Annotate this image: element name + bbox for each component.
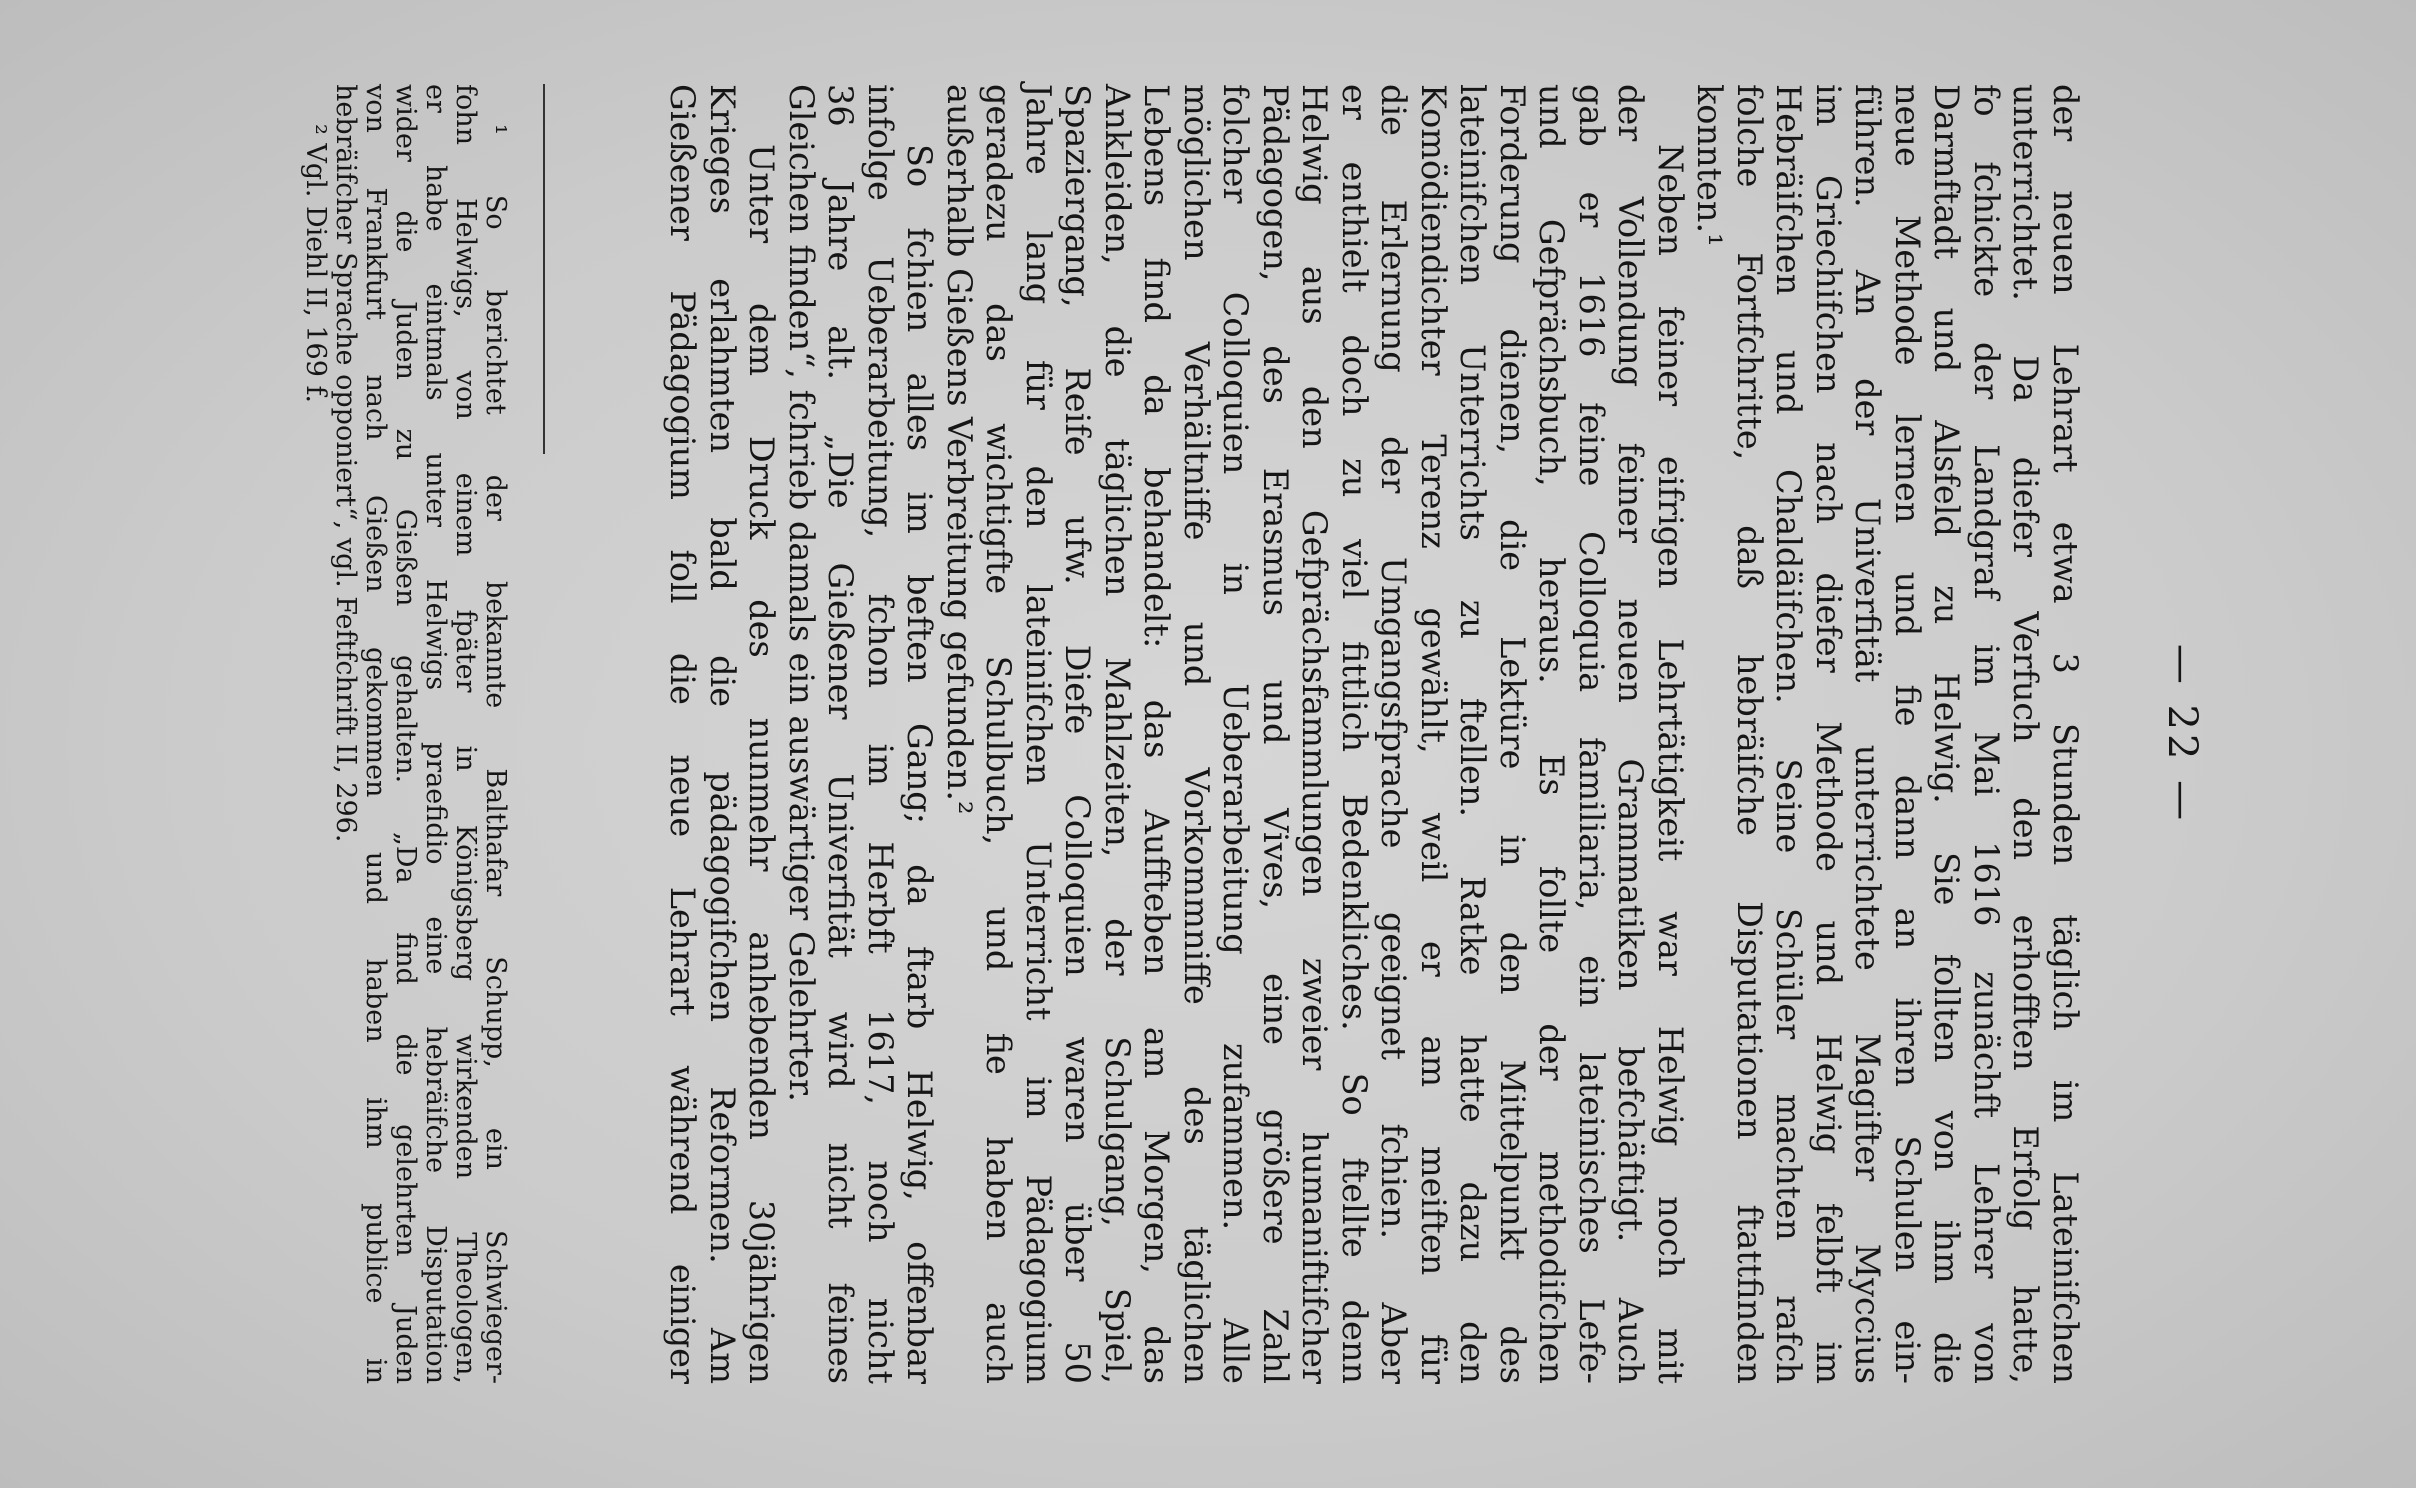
footnote-rule — [543, 84, 545, 454]
text-line: Pädagogen, des Erasmus und Vives, eine größere Zahl — [1256, 84, 1295, 1384]
text-line: möglichen Verhältniffe und Vorkommniffe des täglichen — [1177, 84, 1216, 1384]
text-line: er enthielt doch zu viel fittlich Bedenkliches. So ftellte denn — [1335, 84, 1374, 1384]
footnote-1 — [330, 84, 510, 1384]
text-line: außerhalb Gießens Verbreitung gefunden.² — [940, 84, 979, 815]
text-line: Spaziergang, Reife ufw. Diefe Colloquien waren über 50 — [1058, 84, 1098, 1384]
text-line: Darmftadt und Alsfeld zu Helwig. Sie follten von ihm die — [1927, 84, 1967, 1384]
text-line: Helwig aus den Gefprächsfammlungen zweier humaniftifcher — [1295, 84, 1335, 1384]
text-line: Krieges erlahmten bald die pädagogifchen Reformen. Am — [703, 84, 742, 1384]
footnote-line: hebräifcher Sprache opponiert“, vgl. Feftfchrift II, 296. — [330, 84, 361, 843]
text-line: Hebräifchen und Chaldäifchen. Seine Schüler machten rafch — [1769, 84, 1809, 1384]
footnotes — [300, 84, 510, 1384]
rotated-page-content — [215, 84, 2205, 1384]
text-line: gab er 1616 feine Colloquia familiaria, ein lateinisches Lefe- — [1572, 84, 1611, 1384]
text-line: führen. An der Univerfität unterrichtete Magifter Myccius — [1848, 84, 1888, 1384]
paragraph-3 — [782, 84, 940, 1384]
text-line: So fchien alles im beften Gang; da ftarb Helwig, offenbar — [900, 144, 940, 1384]
footnote-2 — [300, 84, 330, 1384]
text-line: im Griechifchen nach diefer Methode und Helwig felbft im — [1809, 84, 1848, 1384]
text-line: folcher Colloquien in Ueberarbeitung zufammen. Alle — [1216, 84, 1256, 1384]
paragraph-2 — [940, 84, 1691, 1384]
text-line: der Vollendung feiner neuen Grammatiken befchäftigt. Auch — [1611, 84, 1651, 1384]
text-line: der neuen Lehrart etwa 3 Stunden täglich im Lateinifchen — [2046, 84, 2085, 1384]
text-line: unterrichtet. Da diefer Verfuch den erhofften Erfolg hatte, — [2006, 84, 2046, 1384]
text-line: Gleichen finden“, fchrieb damals ein auswärtiger Gelehrter. — [782, 84, 821, 1102]
text-line: folche Fortfchritte, daß hebräifche Disputationen ftattfinden — [1730, 84, 1769, 1384]
text-line: und Gefprächsbuch, heraus. Es follte der methodifchen — [1532, 84, 1572, 1384]
footnote-line: ¹ So berichtet der bekannte Balthafar Schupp, ein Schwieger- — [480, 124, 511, 1384]
text-line: Forderung dienen, die Lektüre in den Mittelpunkt des — [1493, 84, 1532, 1384]
text-line: geradezu das wichtigfte Schulbuch, und fie haben auch — [979, 84, 1019, 1384]
text-line: konnten.¹ — [1690, 84, 1730, 247]
footnote-line: er habe eintmals unter Helwigs praefidio eine hebräifche Disputation — [420, 84, 451, 1384]
text-line: 36 Jahre alt. „Die Gießener Univerfität wird nicht feines — [821, 84, 861, 1384]
text-line: Jahre lang für den lateinifchen Unterricht im Pädagogium — [1019, 84, 1058, 1384]
text-line: lateinifchen Unterrichts zu ftellen. Ratke hatte dazu den — [1453, 84, 1493, 1384]
text-line: Komödiendichter Terenz gewählt, weil er am meiften für — [1414, 84, 1453, 1384]
text-line: Neben feiner eifrigen Lehrtätigkeit war Helwig noch mit — [1651, 144, 1690, 1384]
footnote-line: von Frankfurt nach Gießen gekommen und haben ihm publice in — [360, 84, 391, 1384]
text-line: fo fchickte der Landgraf im Mai 1616 zunächft Lehrer von — [1967, 84, 2006, 1384]
text-line: Lebens find da behandelt: das Auffteben am Morgen, das — [1137, 84, 1177, 1384]
text-line: Unter dem Druck des nunmehr anhebenden 30jährigen — [742, 144, 782, 1384]
paragraph-1 — [1690, 84, 2085, 1384]
paragraph-4 — [663, 84, 782, 1384]
footnote-line: fohn Helwigs, von einem fpäter in Königsberg wirkenden Theologen, — [450, 84, 481, 1384]
footnote-line: ² Vgl. Diehl II, 169 f. — [300, 124, 331, 404]
text-line: infolge Ueberarbeitung, fchon im Herbft 1617, noch nicht — [861, 84, 900, 1384]
text-line: neue Methode lernen und fie dann an ihren Schulen ein- — [1888, 84, 1927, 1384]
body-text — [663, 84, 2085, 1384]
page-number: — 22 — — [2159, 643, 2205, 825]
footnote-line: wider die Juden zu Gießen gehalten. „Da find die gelehrten Juden — [390, 84, 421, 1384]
text-line: Gießener Pädagogium foll die neue Lehrart während einiger — [663, 84, 703, 1384]
text-line: die Erlernung der Umgangsfprache geeignet fchien. Aber — [1374, 84, 1414, 1384]
text-line: Ankleiden, die täglichen Mahlzeiten, der Schulgang, Spiel, — [1098, 84, 1137, 1384]
